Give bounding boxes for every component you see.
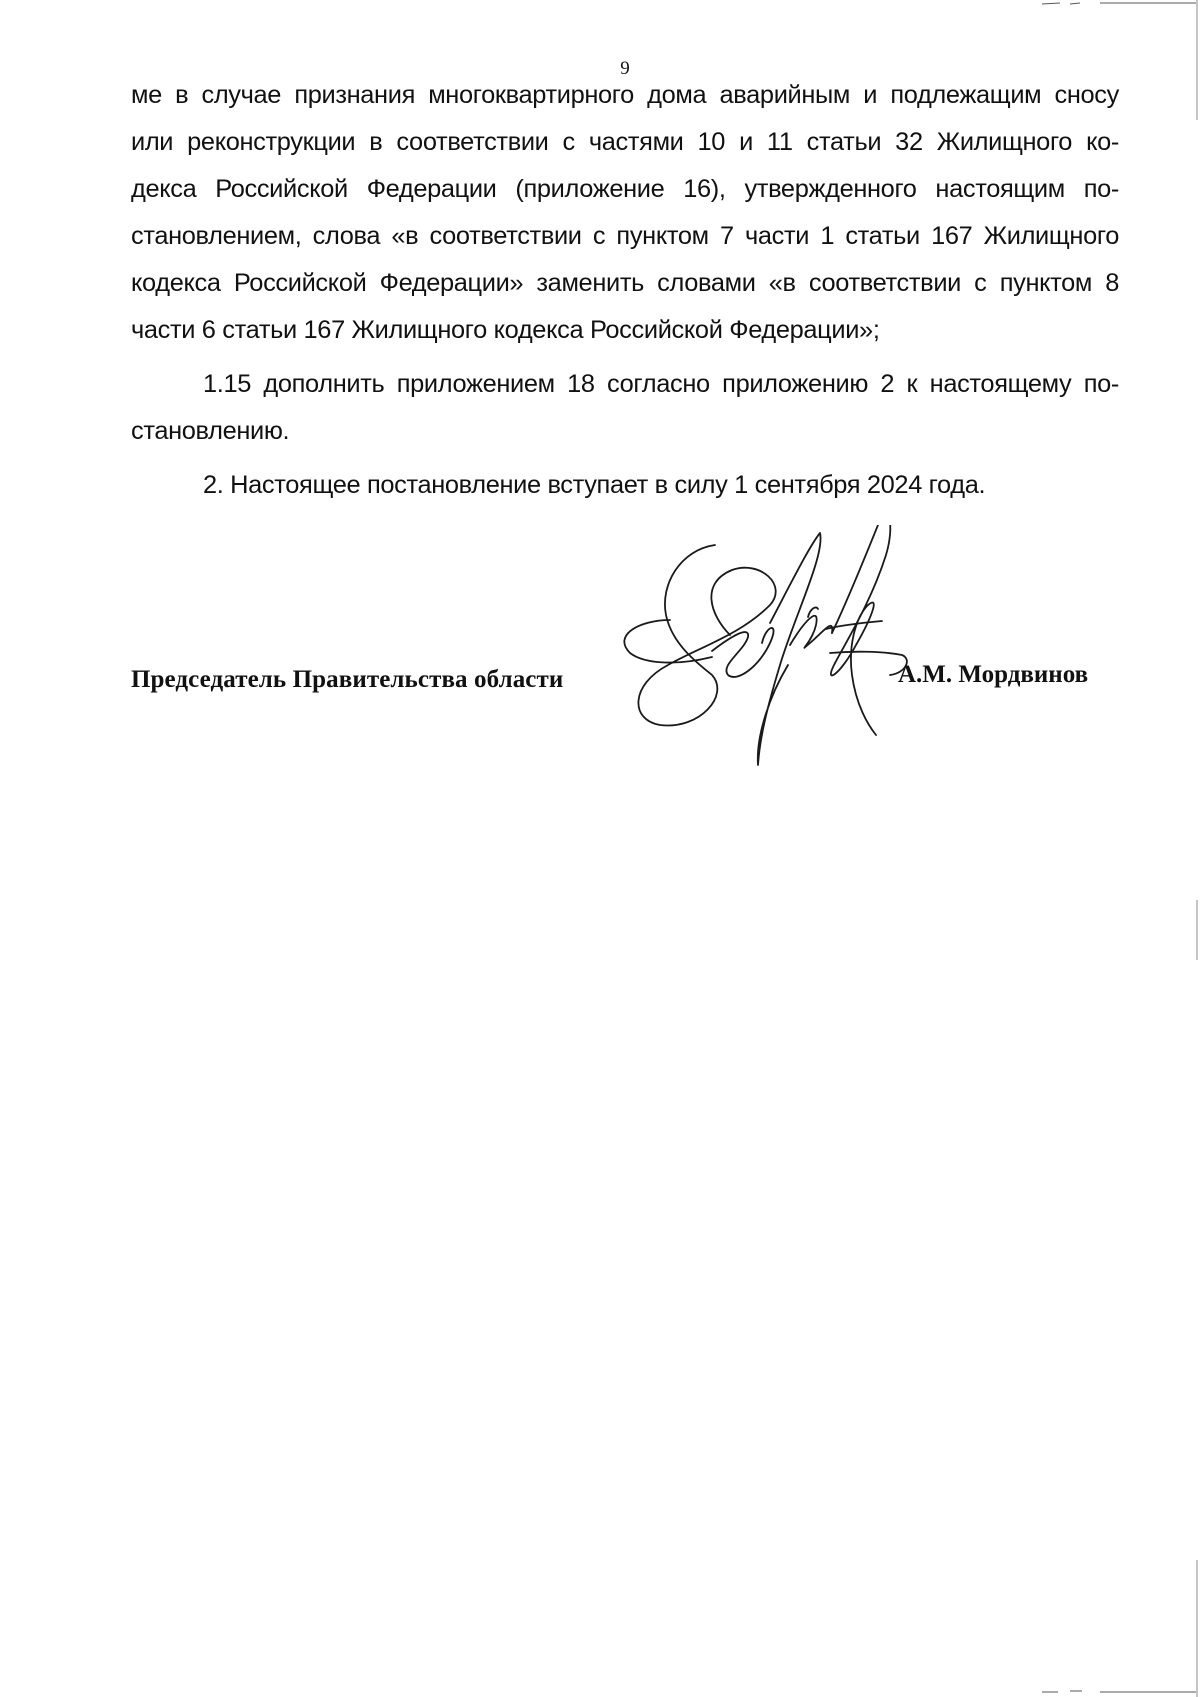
paragraph-1-line-5: кодекса Российской Федерации» заменить словами «в соответствии с пунктом 8 [131,269,1119,297]
paragraph-1-line-6: части 6 статьи 167 Жилищного кодекса Российской Федерации»; [131,316,880,344]
signatory-title: Председатель Правительства области [131,666,564,693]
scan-corner-mark-top [1040,0,1200,12]
paragraph-2-line-1: 1.15 дополнить приложением 18 согласно приложению 2 к настоящему по- [203,370,1119,398]
paragraph-1-line-1: ме в случае признания многоквартирного дома аварийным и подлежащим сносу [131,81,1119,109]
signatory-name: А.М. Мордвинов [898,661,1089,688]
paragraph-1-line-2: или реконструкции в соответствии с частями 10 и 11 статьи 32 Жилищного ко- [131,128,1119,156]
scan-edge-mark-right [1194,0,1200,1697]
handwritten-signature [620,525,940,805]
paragraph-2-line-2: становлению. [131,417,290,445]
page-number: 9 [620,58,630,79]
scan-corner-mark-bottom [1040,1686,1200,1697]
paragraph-3-line-1: 2. Настоящее постановление вступает в силу 1 сентября 2024 года. [203,471,986,499]
paragraph-1-line-3: декса Российской Федерации (приложение 16), утвержденного настоящим по- [131,175,1119,203]
paragraph-1-line-4: становлением, слова «в соответствии с пунктом 7 части 1 статьи 167 Жилищного [131,222,1119,250]
